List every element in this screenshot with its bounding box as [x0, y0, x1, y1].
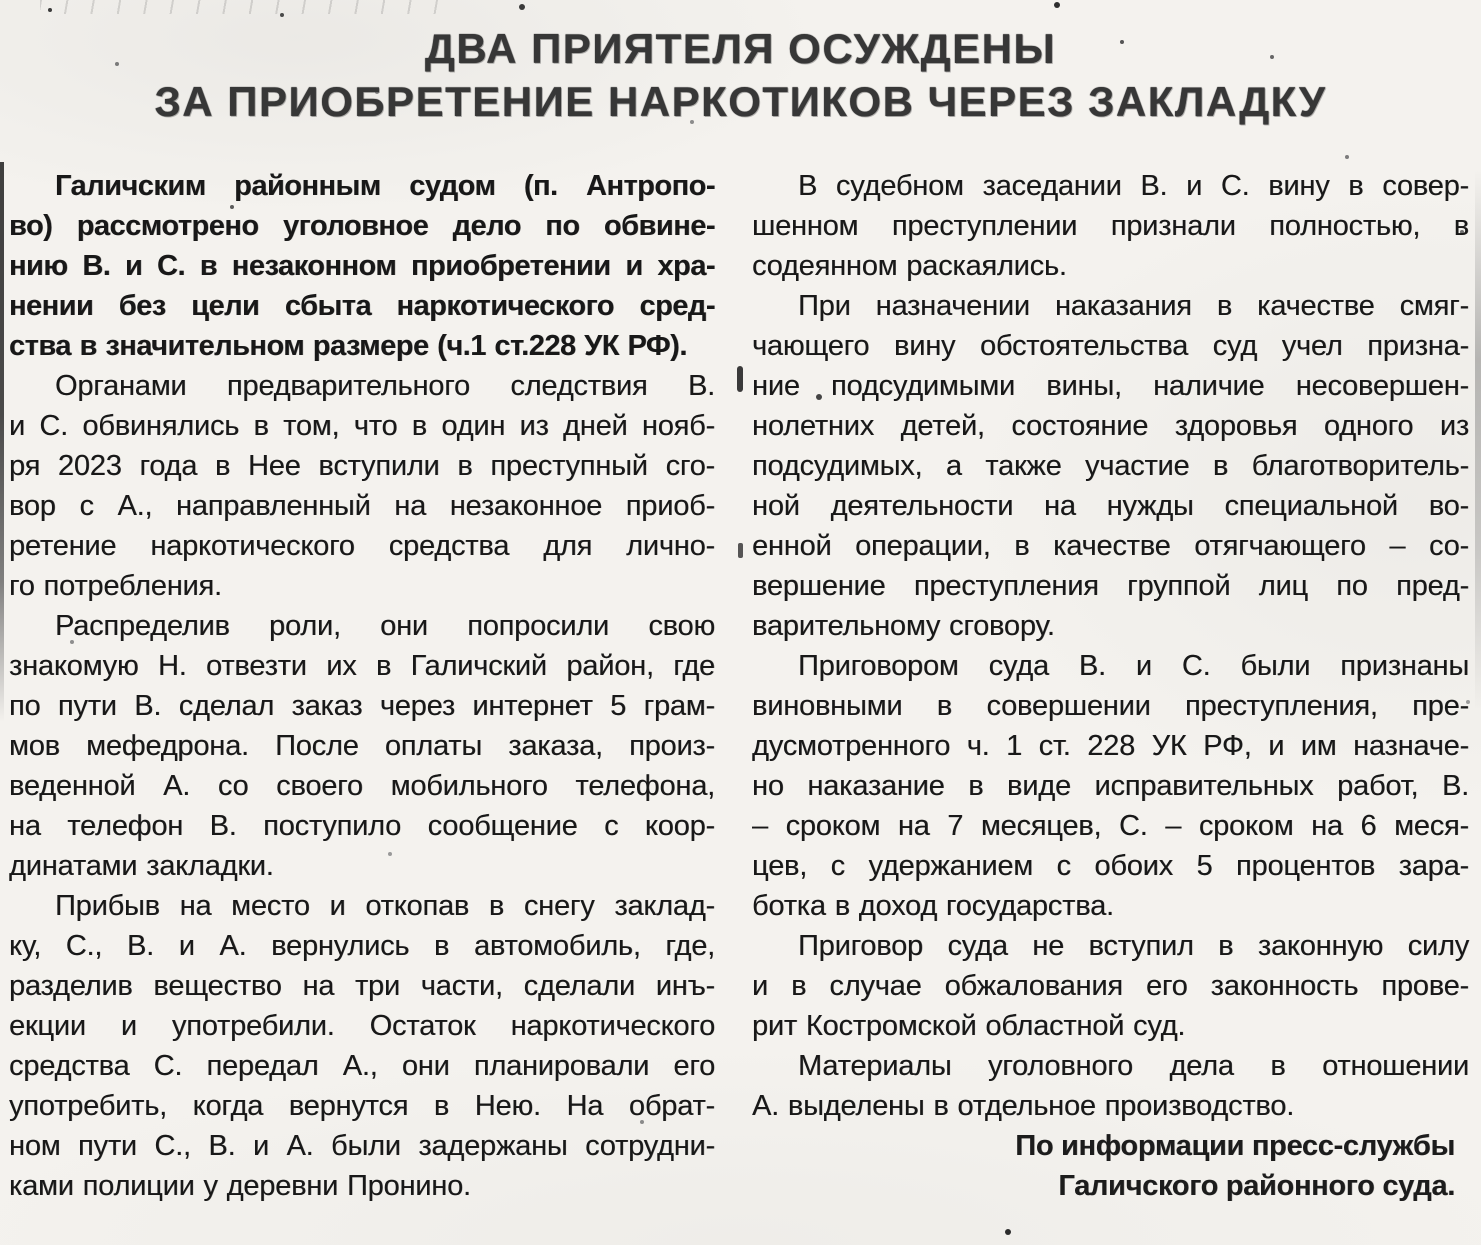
text-line: ном пути С., В. и А. были задержаны сотрудни- — [9, 1130, 715, 1162]
text-line: и в случае обжалования его законность прове- — [752, 970, 1469, 1002]
text-line: варительному сговору. — [752, 610, 1055, 642]
text-line: чающего вину обстоятельства суд учел призна- — [752, 330, 1469, 362]
text-line: мов мефедрона. После оплаты заказа, произ- — [9, 730, 715, 762]
scan-edge-shadow-left — [0, 162, 4, 722]
text-line: вершение преступления группой лиц по пред- — [752, 570, 1469, 602]
text-line: Материалы уголовного дела в отношении — [798, 1050, 1469, 1082]
text-line: веденной А. со своего мобильного телефона, — [9, 770, 715, 802]
text-line: ства в значительном размере (ч.1 ст.228 УК РФ). — [9, 330, 687, 362]
byline — [752, 1126, 1469, 1206]
text-line: А. выделены в отдельное производство. — [752, 1090, 1295, 1122]
headline-line-2: ЗА ПРИОБРЕТЕНИЕ НАРКОТИКОВ ЧЕРЕЗ ЗАКЛАДКУ — [154, 78, 1327, 125]
text-line: ку, С., В. и А. вернулись в автомобиль, где, — [9, 930, 715, 962]
text-line: но наказание в виде исправительных работ, В. — [752, 770, 1469, 802]
text-line: ретение наркотического средства для лично- — [9, 530, 715, 562]
scan-specks — [48, 8, 52, 12]
text-line: При назначении наказания в качестве смяг- — [798, 290, 1469, 322]
text-line: ботка в доход государства. — [752, 890, 1114, 922]
text-line: Прибыв на место и откопав в снегу заклад- — [55, 890, 715, 922]
paragraph — [752, 646, 1469, 926]
text-line: нолетних детей, состояние здоровья одного из — [752, 410, 1469, 442]
text-line: содеянном раскаялись. — [752, 250, 1067, 282]
text-line: средства С. передал А., они планировали его — [9, 1050, 715, 1082]
text-line: Приговор суда не вступил в законную силу — [798, 930, 1469, 962]
text-line: во) рассмотрено уголовное дело по обвине- — [9, 210, 715, 242]
text-line: подсудимых, а также участие в благотворитель- — [752, 450, 1469, 482]
lead-paragraph — [9, 166, 715, 366]
text-line: нию В. и С. в незаконном приобретении и хра- — [9, 250, 715, 282]
text-line: – сроком на 7 месяцев, С. – сроком на 6 меся- — [752, 810, 1469, 842]
text-line: ками полиции у деревни Пронино. — [9, 1170, 471, 1202]
text-line: по пути В. сделал заказ через интернет 5 грам- — [9, 690, 715, 722]
text-line: Распределив роли, они попросили свою — [55, 610, 715, 642]
paragraph — [9, 886, 715, 1206]
text-line: цев, с удержанием с обоих 5 процентов зара- — [752, 850, 1469, 882]
paragraph — [9, 606, 715, 886]
text-line: ние подсудимыми вины, наличие несовершен- — [752, 370, 1469, 402]
text-line: енной операции, в качестве отягчающего – со- — [752, 530, 1469, 562]
text-line: Галичским районным судом (п. Антропо- — [55, 170, 715, 202]
text-line: на телефон В. поступило сообщение с коор- — [9, 810, 715, 842]
text-line: нении без цели сбыта наркотического сред- — [9, 290, 715, 322]
paragraph — [752, 926, 1469, 1046]
text-line: рит Костромской областной суд. — [752, 1010, 1186, 1042]
text-line: екции и употребили. Остаток наркотического — [9, 1010, 715, 1042]
scan-edge-shadow-right — [1475, 170, 1481, 710]
byline-line-2: Галичского районного суда. — [1058, 1170, 1455, 1202]
text-line: разделив вещество на три части, сделали инъ- — [9, 970, 715, 1002]
text-line: шенном преступлении признали полностью, в — [752, 210, 1469, 242]
text-line: ря 2023 года в Нее вступили в преступный сго- — [9, 450, 715, 482]
text-line: виновными в совершении преступления, пре- — [752, 690, 1469, 722]
text-line: Органами предварительного следствия В. — [55, 370, 715, 402]
paragraph — [752, 286, 1469, 646]
text-line: динатами закладки. — [9, 850, 274, 882]
text-line: дусмотренного ч. 1 ст. 228 УК РФ, и им назначе- — [752, 730, 1469, 762]
left-column — [9, 166, 715, 1206]
paragraph — [752, 1046, 1469, 1126]
article-body — [9, 166, 1469, 1206]
scan-smudge — [40, 0, 460, 14]
text-line: В судебном заседании В. и С. вину в совер- — [798, 170, 1469, 202]
right-column — [752, 166, 1469, 1206]
text-line: го потребления. — [9, 570, 222, 602]
paragraph — [752, 166, 1469, 286]
text-line: вор с А., направленный на незаконное приоб- — [9, 490, 715, 522]
text-line: Приговором суда В. и С. были признаны — [798, 650, 1469, 682]
text-line: ной деятельности на нужды специальной во- — [752, 490, 1469, 522]
headline-line-1: ДВА ПРИЯТЕЛЯ ОСУЖДЕНЫ — [424, 25, 1057, 72]
article-headline — [0, 22, 1481, 128]
paragraph — [9, 366, 715, 606]
byline-line-1: По информации пресс-службы — [1015, 1130, 1455, 1162]
text-line: знакомую Н. отвезти их в Галичский район, где — [9, 650, 715, 682]
text-line: употребить, когда вернутся в Нею. На обрат- — [9, 1090, 715, 1122]
text-line: и С. обвинялись в том, что в один из дней нояб- — [9, 410, 715, 442]
